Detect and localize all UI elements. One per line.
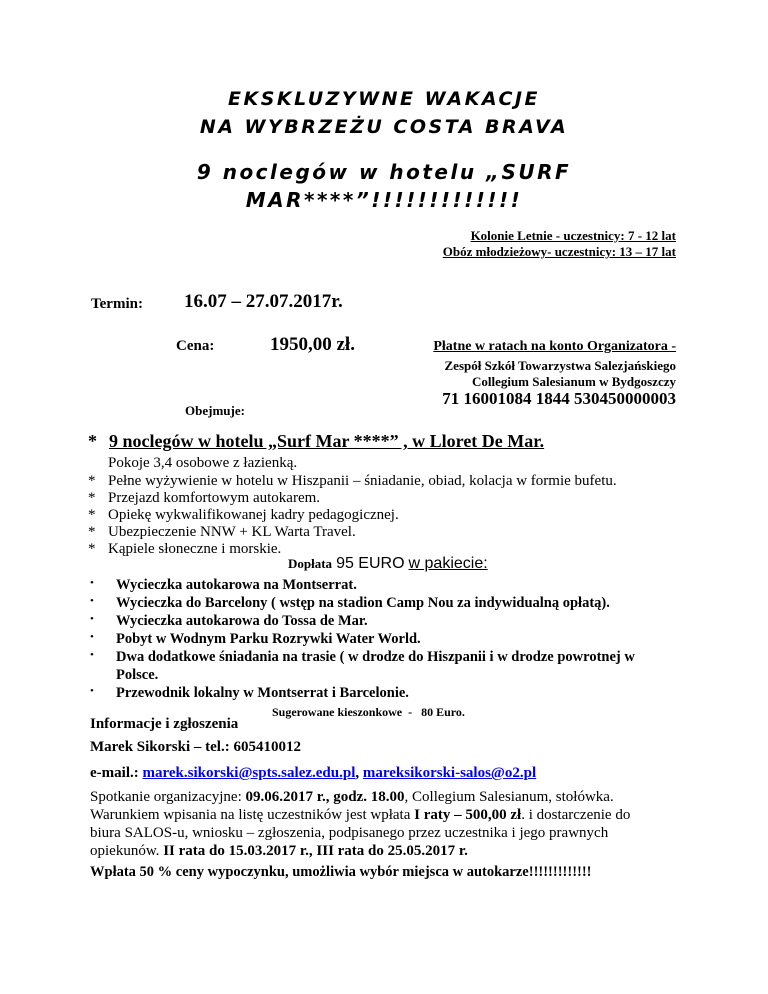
payment-line-1: Płatne w ratach na konto Organizatora - [433,339,676,354]
item-marker: * [88,541,96,557]
email-label: e-mail.: [90,765,139,781]
item-text: Przewodnik lokalny w Montserrat i Barcelonie. [116,685,409,701]
list-item [90,595,710,613]
contact-line: Marek Sikorski – tel.: 605410012 [90,739,301,755]
meeting-text: Spotkanie organizacyjne: [90,789,246,805]
list-item [90,649,710,667]
item-text: Dwa dodatkowe śniadania na trasie ( w drodze do Hiszpanii i w drodze powrotnej w [116,649,635,665]
participants-line-1: Kolonie Letnie - uczestnicy: 7 - 12 lat [470,228,676,243]
extra-prefix: Dopłata [288,556,333,571]
price-label: Cena: [176,338,215,354]
item-text: Wycieczka autokarowa na Montserrat. [116,577,357,593]
payment-line-2: Zespół Szkół Towarzystwa Salezjańskiego [444,358,676,373]
list-item [90,613,710,631]
item-text: Kąpiele słoneczne i morskie. [108,541,282,557]
title-line-1: EKSKLUZYWNE WAKACJE [228,88,540,110]
extra-package-heading [288,555,488,573]
meeting-date: 09.06.2017 r., godz. 18.00 [245,789,405,805]
participants-line-2: Obóz młodzieżowy- uczestnicy: 13 – 17 lat [442,244,676,259]
price-value: 1950,00 zł. [270,334,355,355]
item-marker: * [88,490,96,506]
item-text: Opiekę wykwalifikowanej kadry pedagogicznej. [108,507,399,523]
meeting-text: biura SALOS-u, wniosku – zgłoszenia, podpisanego przez uczestnika i jego prawnych [90,825,609,841]
term-label: Termin: [91,296,143,312]
installment-dates: II rata do 15.03.2017 r., III rata do 25.05.2017 r. [163,843,468,859]
email-link-1[interactable]: marek.sikorski@spts.salez.edu.pl [142,765,356,781]
meeting-place: , Collegium Salesianum, stołówka. [404,789,614,805]
email-link-2[interactable]: mareksikorski-salos@o2.pl [362,765,537,781]
extra-suffix: w pakiecie: [408,555,488,572]
info-heading: Informacje i zgłoszenia [90,716,239,732]
list-item [90,685,710,703]
main-item-star: * [88,431,97,451]
item-marker: * [88,507,96,523]
subtitle-line-1: 9 noclegów w hotelu „SURF [196,160,572,184]
item-text: Ubezpieczenie NNW + KL Warta Travel. [108,524,356,540]
item-text: Pokoje 3,4 osobowe z łazienką. [108,455,298,471]
meeting-text: opiekunów. [90,843,164,859]
item-text: Polsce. [116,667,159,683]
email-line [90,765,536,782]
item-marker: * [88,524,96,540]
extra-amount: 95 EURO [336,555,405,572]
bullet: • [90,631,94,643]
item-text: Wycieczka autokarowa do Tossa de Mar. [116,613,368,629]
meeting-text: . i dostarczenie do [521,807,631,823]
pocket-money: Sugerowane kieszonkowe - 80 Euro. [272,705,465,719]
payment-line-3: Collegium Salesianum w Bydgoszczy [471,374,676,389]
item-text: Pobyt w Wodnym Parku Rozrywki Water World. [116,631,421,647]
final-note: Wpłata 50 % ceny wypoczynku, umożliwia wybór miejsca w autokarze!!!!!!!!!!!!! [90,864,592,880]
bullet: • [90,613,94,625]
list-item-continuation [90,667,710,685]
includes-label: Obejmuje: [185,403,245,418]
bullet: • [90,685,94,697]
bullet: • [90,577,94,589]
meeting-paragraph [90,788,690,860]
bullet: • [90,595,94,607]
term-value: 16.07 – 27.07.2017r. [184,291,343,312]
list-item [90,631,710,649]
title-line-2: NA WYBRZEŻU COSTA BRAVA [199,116,569,138]
first-installment: I raty – 500,00 zł [414,807,522,823]
item-marker: * [88,473,96,489]
item-text: Przejazd komfortowym autokarem. [108,490,321,506]
list-item [90,577,710,595]
bank-account: 71 16001084 1844 530450000003 [442,389,676,408]
item-text: Pełne wyżywienie w hotelu w Hiszpanii – śniadanie, obiad, kolacja w formie bufetu. [108,473,617,489]
meeting-text: Warunkiem wpisania na listę uczestników jest wpłata [90,807,415,823]
bullet: • [90,649,94,661]
email-separator: , [355,765,360,781]
item-text: Wycieczka do Barcelony ( wstęp na stadion Camp Nou za indywidualną opłatą). [116,595,610,611]
main-item: 9 noclegów w hotelu „Surf Mar ****” , w Lloret De Mar. [109,431,545,451]
subtitle-line-2: MAR****”!!!!!!!!!!!!! [245,188,523,212]
extra-package-list [90,577,710,703]
